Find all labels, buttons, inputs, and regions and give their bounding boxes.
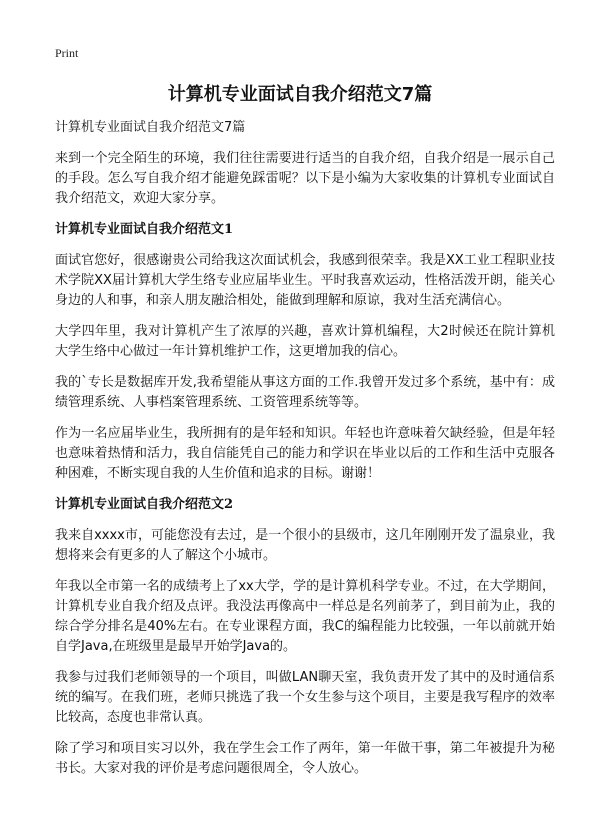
document-subtitle: 计算机专业面试自我介绍范文7篇 (55, 120, 246, 135)
paragraph: 我参与过我们老师领导的一个项目，叫做LAN聊天室，我负责开发了其中的及时通信系统的编写。在我们班，老师只挑选了我一个女生参与这个项目，主要是我写程序的效率比较高，态度也非常认真。 (55, 670, 555, 725)
print-link[interactable]: Print (55, 46, 79, 60)
section-1 (55, 220, 555, 484)
paragraph: 我的`专长是数据库开发,我希望能从事这方面的工作.我曾开发过多个系统，基中有：成绩管理系统、人事档案管理系统、工资管理系统等等。 (55, 375, 555, 410)
section-heading: 计算机专业面试自我介绍范文2 (55, 497, 234, 512)
document-body (55, 118, 555, 790)
intro-paragraph: 来到一个完全陌生的环境，我们往往需要进行适当的自我介绍，自我介绍是一展示自己的手段。怎么写自我介绍才能避免踩雷呢？以下是小编为大家收集的计算机专业面试自我介绍范文，欢迎大家分享。 (55, 151, 555, 206)
paragraph: 面试官您好，很感谢贵公司给我这次面试机会，我感到很荣幸。我是XX工业工程职业技术学院XX届计算机大学生络专业应届毕业生。平时我喜欢运动，性格活泼开朗，能关心身边的人和事，和亲人朋友融洽相处，能做到理解和原谅，我对生活充满信心。 (55, 253, 555, 308)
paragraph: 我来自xxxx市，可能您没有去过，是一个很小的县级市，这几年刚刚开发了温泉业，我想将来会有更多的人了解这个小城市。 (55, 528, 555, 563)
paragraph: 大学四年里，我对计算机产生了浓厚的兴趣，喜欢计算机编程，大2时候还在院计算机大学生络中心做过一年计算机维护工作，这更增加我的信心。 (55, 324, 555, 359)
section-heading: 计算机专业面试自我介绍范文1 (55, 222, 234, 237)
paragraph: 除了学习和项目实习以外，我在学生会工作了两年，第一年做干事，第二年被提升为秘书长。大家对我的评价是考虑问题很周全，令人放心。 (55, 741, 555, 776)
document-title: 计算机专业面试自我介绍范文7篇 (167, 84, 433, 105)
paragraph: 作为一名应届毕业生，我所拥有的是年轻和知识。年轻也许意味着欠缺经验，但是年轻也意味着热情和活力，我自信能凭自己的能力和学识在毕业以后的工作和生活中克服各种困难，不断实现自我的人生价值和追求的目标。谢谢！ (55, 426, 555, 481)
section-2 (55, 495, 555, 779)
paragraph: 年我以全市第一名的成绩考上了xx大学，学的是计算机科学专业。不过，在大学期间，计算机专业自我介绍及点评。我没法再像高中一样总是名列前茅了，到目前为止，我的综合学分排名是40%左右。在专业课程方面，我C的编程能力比较强，一年以前就开始自学Java,在班级里是最早开始学Java的。 (55, 579, 555, 654)
